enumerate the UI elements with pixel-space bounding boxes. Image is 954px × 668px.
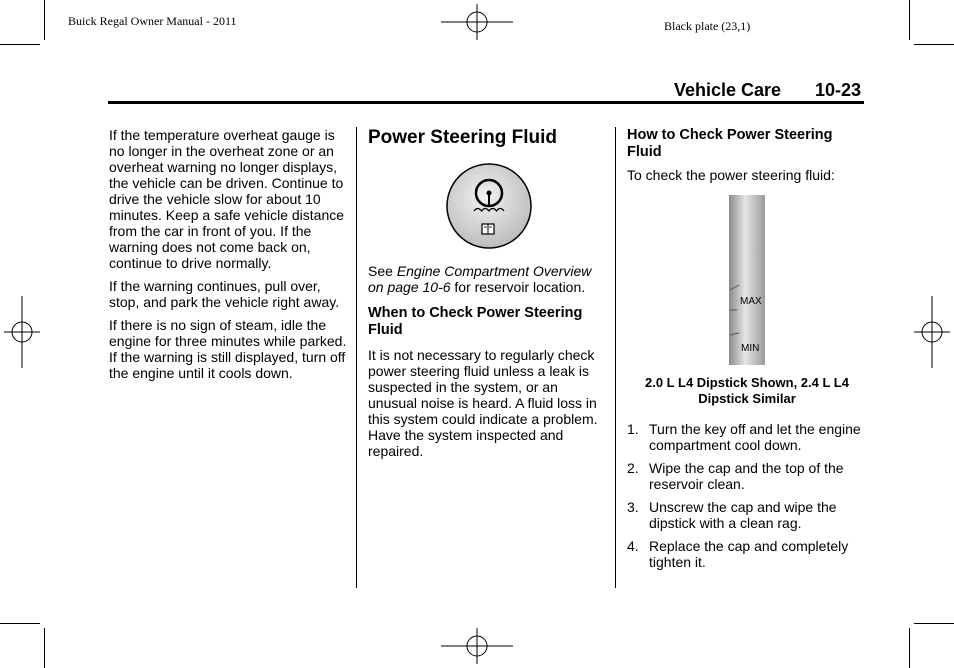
list-item: 3. Unscrew the cap and wipe the dipstick with a clean rag. xyxy=(627,499,837,531)
section-heading: Power Steering Fluid xyxy=(368,127,557,148)
plate-label: Black plate (23,1) xyxy=(664,19,751,33)
dipstick-min-label: MIN xyxy=(741,343,760,354)
paragraph: To check the power steering fluid: xyxy=(627,167,835,183)
dipstick-illustration xyxy=(627,195,867,365)
column-divider xyxy=(356,127,357,588)
dipstick-max-label: MAX xyxy=(740,296,762,307)
dipstick-icon xyxy=(727,195,767,365)
crop-mark xyxy=(0,623,40,624)
column-left xyxy=(109,127,349,388)
paragraph: It is not necessary to regularly check power steering fluid unless a leak is suspected in the system, or an unusual noise is heard. A fluid loss in this system could indicate a problem. Have the system inspected and repaired. xyxy=(368,347,598,459)
steps-list xyxy=(627,421,867,570)
registration-mark-icon xyxy=(4,296,40,368)
manual-title: Buick Regal Owner Manual - 2011 xyxy=(68,14,237,28)
section-title: Vehicle Care xyxy=(674,80,782,100)
list-item: 2. Wipe the cap and the top of the reservoir clean. xyxy=(627,460,844,492)
crop-mark xyxy=(44,0,45,40)
page-number: 10-23 xyxy=(815,80,862,100)
crop-mark xyxy=(0,44,40,45)
registration-mark-icon xyxy=(914,296,950,368)
header-rule xyxy=(108,101,864,104)
see-reference: See Engine Compartment Overview on page 10-6 for reservoir location. xyxy=(368,263,592,295)
registration-mark-icon xyxy=(441,628,513,664)
crop-mark xyxy=(914,44,954,45)
paragraph: If there is no sign of steam, idle the engine for three minutes while parked. If the warning is still displayed, turn off the engine until it cools down. xyxy=(109,317,347,381)
crop-mark xyxy=(909,628,910,668)
list-item: 1. Turn the key off and let the engine compartment cool down. xyxy=(627,421,861,453)
column-middle xyxy=(368,127,608,466)
subheading: How to Check Power Steering Fluid xyxy=(627,127,833,160)
list-item: 4. Replace the cap and completely tighten it. xyxy=(627,538,849,570)
paragraph: If the temperature overheat gauge is no longer in the overheat zone or an overheat warning no longer displays, the vehicle can be driven. Continue to drive the vehicle slow for about 10 minutes. Keep a safe vehicle distance from the car in front of you. If the warning does not come back on, continue to drive normally. xyxy=(109,127,345,271)
crop-mark xyxy=(914,623,954,624)
subheading: When to Check Power Steering Fluid xyxy=(368,305,583,338)
crop-mark xyxy=(909,0,910,40)
registration-mark-icon xyxy=(441,4,513,40)
figure-caption: 2.0 L L4 Dipstick Shown, 2.4 L L4 Dipstick Similar xyxy=(645,375,849,406)
paragraph: If the warning continues, pull over, stop, and park the vehicle right away. xyxy=(109,278,340,310)
crop-mark xyxy=(44,628,45,668)
column-right xyxy=(627,127,867,577)
power-steering-cap-icon xyxy=(444,161,534,251)
cross-reference-link[interactable]: Engine Compartment Overview on page 10-6 xyxy=(368,263,592,295)
